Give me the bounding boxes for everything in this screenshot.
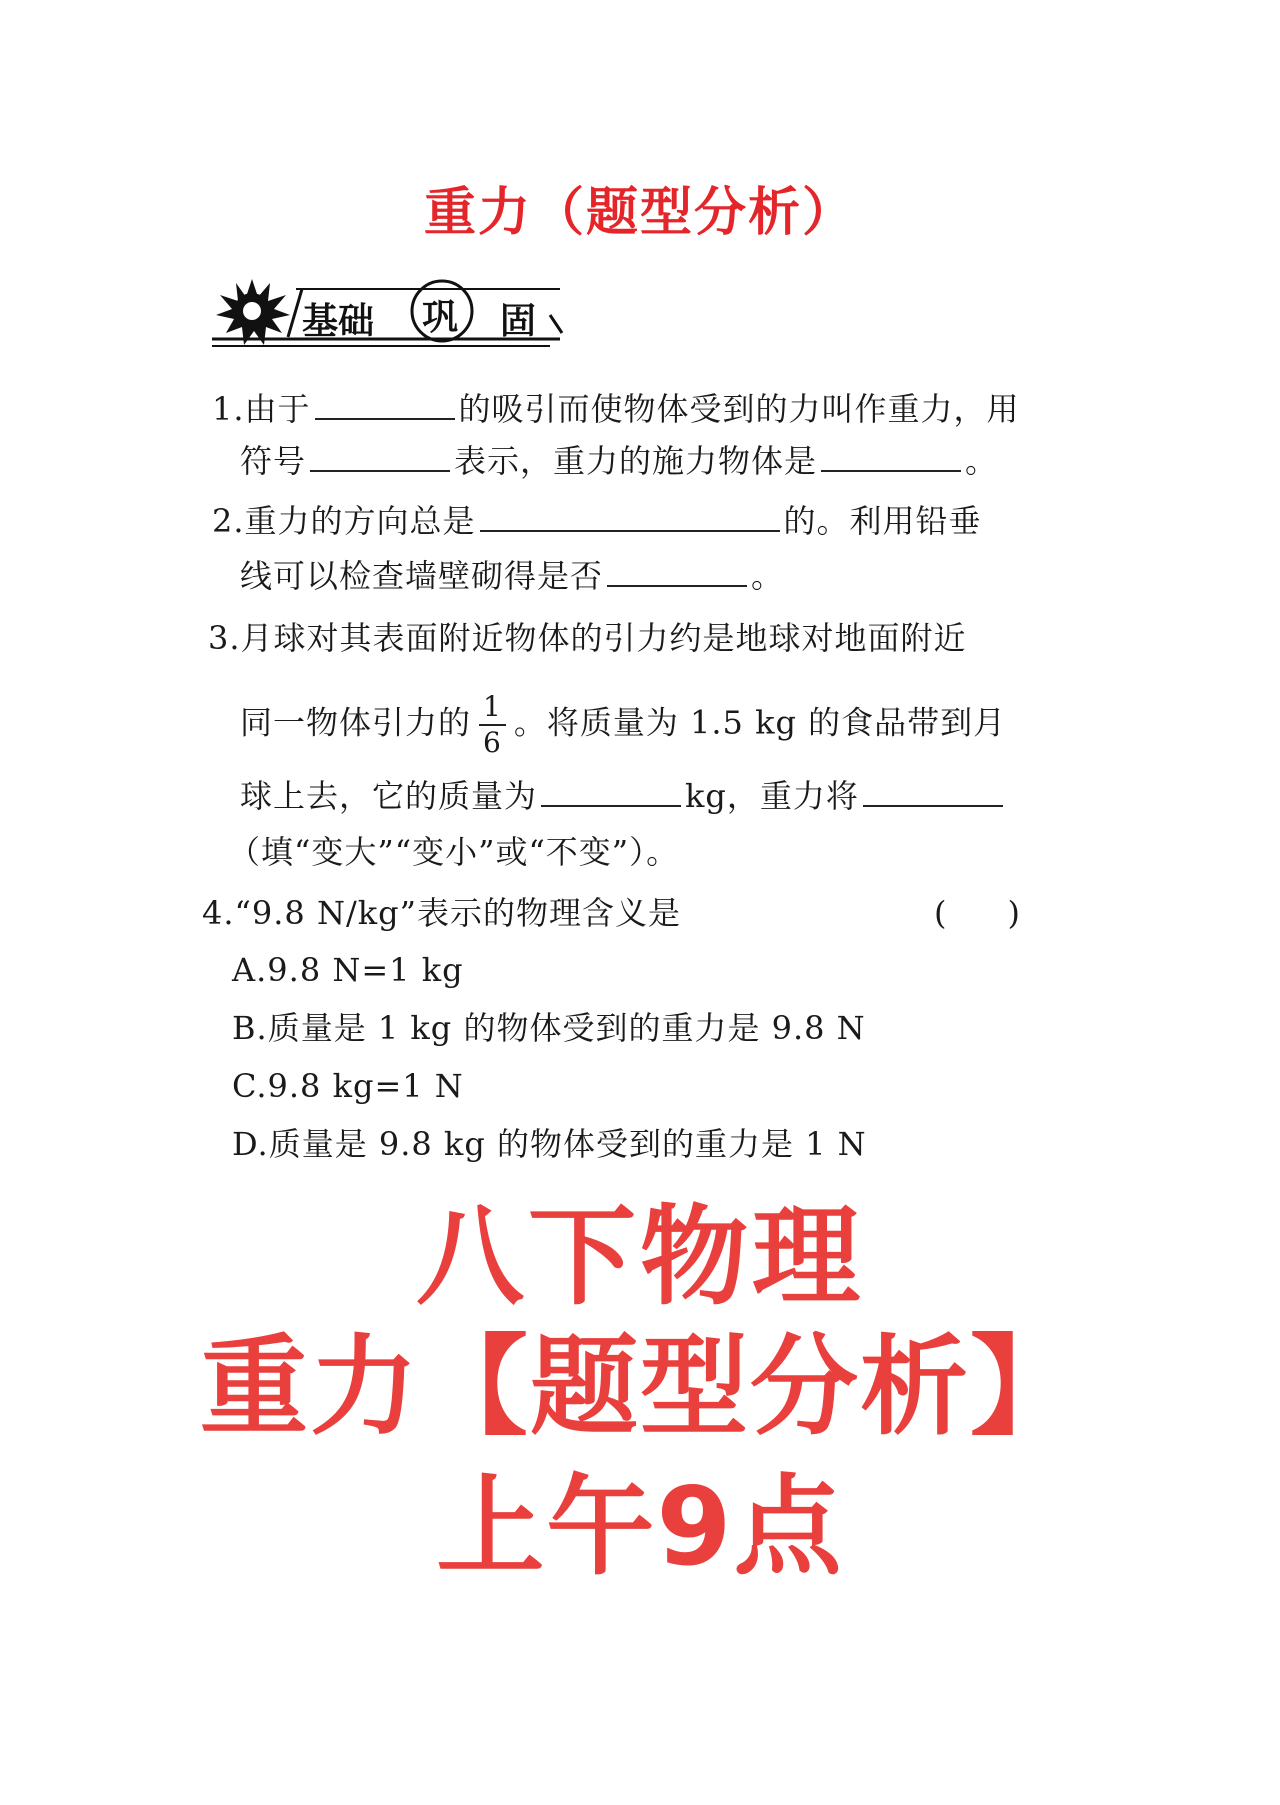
q3-text-d: kg，重力将 bbox=[685, 777, 859, 815]
q3-line-1: 3.月球对其表面附近物体的引力约是地球对地面附近 bbox=[208, 619, 967, 657]
q2-line-1 bbox=[212, 500, 982, 541]
q3-text-b: 。将质量为 1.5 kg 的食品带到月 bbox=[513, 703, 1007, 742]
q3-text-a: 同一物体引力的 bbox=[240, 703, 472, 742]
q3-line-3 bbox=[240, 775, 1007, 816]
q2-blank-2[interactable] bbox=[607, 555, 747, 587]
q1-blank-1[interactable] bbox=[315, 388, 455, 420]
q1-text-d: 表示，重力的施力物体是 bbox=[454, 442, 818, 480]
q1-line-2 bbox=[240, 440, 998, 481]
fraction-numerator: 1 bbox=[479, 690, 506, 726]
q2-text-a: 2.重力的方向总是 bbox=[212, 502, 476, 540]
q1-blank-2[interactable] bbox=[310, 440, 450, 472]
q3-line-2 bbox=[240, 690, 1006, 760]
fraction bbox=[479, 690, 506, 760]
section-label-2: 巩 bbox=[422, 296, 459, 338]
q3-text-c: 球上去，它的质量为 bbox=[240, 777, 538, 815]
q3-blank-1[interactable] bbox=[541, 775, 681, 807]
overlay-line-2: 重力【题型分析】 bbox=[199, 1325, 1080, 1450]
fraction-denominator: 6 bbox=[483, 726, 502, 759]
q2-line-2 bbox=[240, 555, 784, 596]
q4-option-d[interactable]: D.质量是 9.8 kg 的物体受到的重力是 1 N bbox=[232, 1125, 867, 1163]
q1-text-c: 符号 bbox=[240, 442, 307, 480]
section-label-3: 固 bbox=[500, 300, 537, 342]
overlay-line-3: 上午9点 bbox=[436, 1465, 844, 1590]
section-label-1: 基础 bbox=[302, 300, 375, 342]
q4-option-a[interactable]: A.9.8 N=1 kg bbox=[232, 951, 464, 989]
q1-blank-3[interactable] bbox=[821, 440, 961, 472]
overlay-line-1: 八下物理 bbox=[415, 1195, 864, 1320]
page-title: 重力（题型分析） bbox=[423, 183, 856, 243]
q4-option-b[interactable]: B.质量是 1 kg 的物体受到的重力是 9.8 N bbox=[232, 1009, 866, 1047]
q2-text-d: 。 bbox=[751, 557, 785, 595]
answer-bracket[interactable]: ( ) bbox=[934, 894, 1020, 932]
q2-text-c: 线可以检查墙壁砌得是否 bbox=[240, 557, 604, 595]
q4-option-c[interactable]: C.9.8 kg=1 N bbox=[232, 1067, 464, 1105]
q1-line-1 bbox=[212, 388, 1020, 429]
q3-blank-2[interactable] bbox=[863, 775, 1003, 807]
q2-blank-1[interactable] bbox=[480, 500, 780, 532]
section-banner bbox=[210, 275, 570, 357]
q3-line-4: （填“变大”“变小”或“不变”）。 bbox=[228, 833, 680, 871]
q1-text-b: 的吸引而使物体受到的力叫作重力，用 bbox=[458, 390, 1020, 428]
q2-text-b: 的。利用铅垂 bbox=[783, 502, 982, 540]
q1-text-e: 。 bbox=[965, 442, 999, 480]
q1-text-a: 1.由于 bbox=[212, 390, 311, 428]
q4-stem: 4.“9.8 N/kg”表示的物理含义是 bbox=[202, 894, 681, 932]
